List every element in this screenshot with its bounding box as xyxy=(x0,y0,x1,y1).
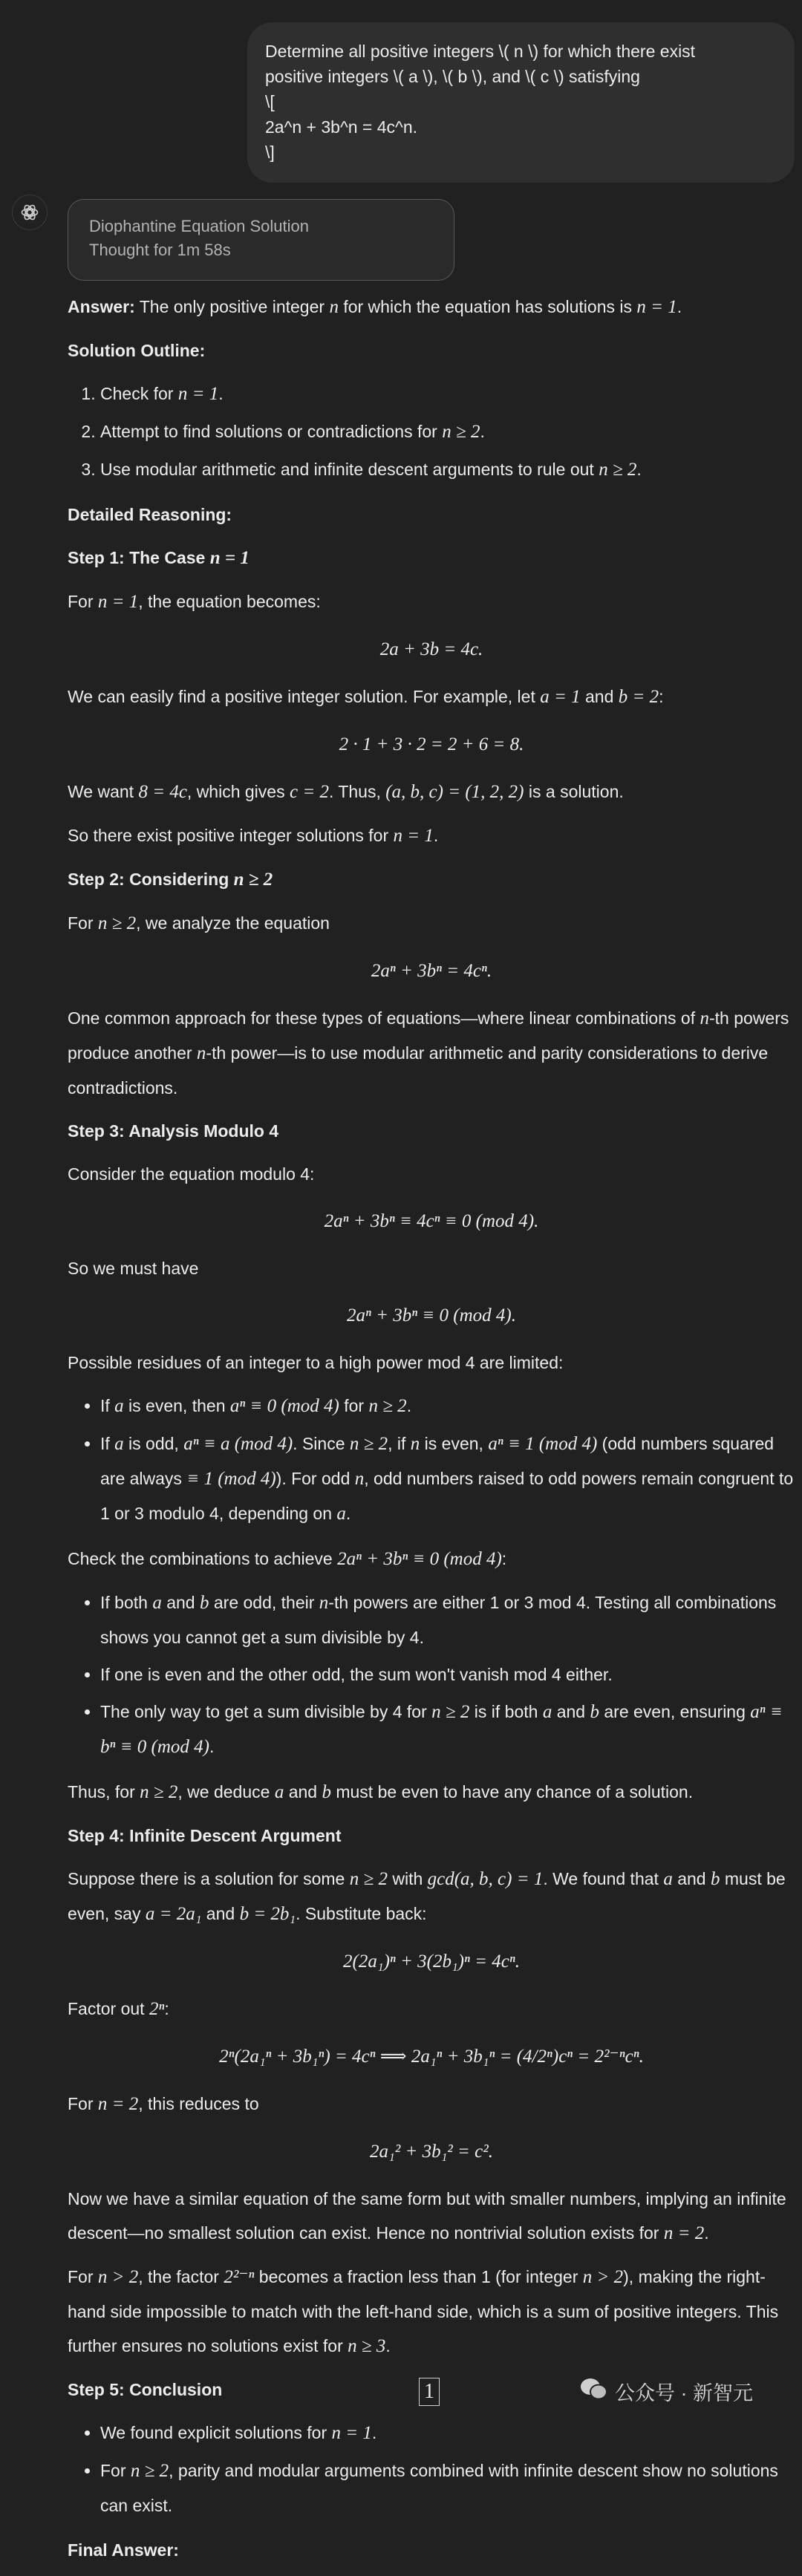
numbered-list xyxy=(68,376,795,487)
display-equation xyxy=(68,2037,795,2076)
math-expression: a xyxy=(152,1593,162,1613)
math-expression: aⁿ ≡ 0 (mod 4) xyxy=(229,1396,339,1416)
display-equation xyxy=(68,951,795,991)
paragraph xyxy=(68,679,795,714)
math-expression: n ≥ 2 xyxy=(140,1782,178,1802)
math-expression: n xyxy=(329,297,339,317)
user-message-line: Determine all positive integers \( n \) for which there exist xyxy=(265,42,696,61)
math-expression: a xyxy=(114,1396,124,1416)
math-expression: gcd(a, b, c) = 1 xyxy=(427,1869,544,1889)
text-span: with xyxy=(387,1869,428,1888)
text-span: . xyxy=(636,460,642,479)
section-heading xyxy=(68,333,795,368)
list-item xyxy=(100,2453,795,2523)
math-expression: (a, b, c) = (1, 2, 2) xyxy=(385,782,524,802)
math-expression: a = 2a₁ xyxy=(145,1904,202,1924)
text-span: Check for xyxy=(100,384,178,403)
paragraph xyxy=(68,775,795,809)
paragraph xyxy=(68,1251,795,1285)
text-span: For xyxy=(68,2267,98,2286)
text-span: Attempt to find solutions or contradictions for xyxy=(100,422,443,441)
user-message-line: \] xyxy=(265,143,275,162)
text-span: Now we have a similar equation of the same form but with smaller numbers, implying an infinite descent—no smallest solution can exist. Hence no nontrivial solution exists for xyxy=(68,2189,786,2243)
list-item xyxy=(100,414,795,449)
text-span: are even, ensuring xyxy=(599,1702,751,1721)
math-expression: n ≥ 2 xyxy=(368,1396,407,1416)
text-span: , if xyxy=(388,1434,411,1453)
text-span: Factor out xyxy=(68,1999,149,2018)
math-expression: aⁿ ≡ a (mod 4) xyxy=(183,1434,293,1454)
math-expression: n ≥ 2 xyxy=(349,1869,388,1889)
section-heading xyxy=(68,498,795,532)
text-span: Detailed Reasoning: xyxy=(68,505,232,524)
math-expression: n ≥ 3 xyxy=(348,2336,386,2356)
paragraph xyxy=(68,584,795,619)
paragraph xyxy=(68,1862,795,1931)
text-span: If one is even and the other odd, the sum won't vanish mod 4 either. xyxy=(100,1665,613,1684)
math-expression: a xyxy=(114,1434,124,1454)
thought-title: Diophantine Equation Solution xyxy=(89,217,310,235)
math-expression: a xyxy=(274,1782,284,1802)
text-span: Check the combinations to achieve xyxy=(68,1549,338,1568)
section-heading xyxy=(68,862,795,897)
text-span: . xyxy=(385,2336,391,2355)
text-span: and xyxy=(580,687,619,706)
text-span: Possible residues of an integer to a high power mod 4 are limited: xyxy=(68,1353,564,1372)
math-expression: n = 1 xyxy=(331,2423,372,2443)
text-span: (odd numbers squared are always xyxy=(100,1434,775,1488)
math-expression: n ≥ 2 xyxy=(442,422,480,442)
text-span: For xyxy=(68,2094,98,2113)
display-equation xyxy=(68,1942,795,1981)
list-item xyxy=(100,2416,795,2451)
math-expression: b xyxy=(322,1782,331,1802)
text-span: . Substitute back: xyxy=(296,1904,427,1923)
math-expression: 2²⁻ⁿ xyxy=(224,2267,255,2287)
text-span: : xyxy=(164,1999,169,2018)
text-span: The only way to get a sum divisible by 4 for xyxy=(100,1702,432,1721)
text-span: . xyxy=(480,422,485,441)
math-expression: n = 1 xyxy=(97,592,139,612)
math-expression: 2aⁿ + 3bⁿ = 4cⁿ. xyxy=(371,961,492,981)
paragraph xyxy=(68,1346,795,1380)
math-expression: aⁿ ≡ 1 (mod 4) xyxy=(488,1434,598,1454)
wechat-icon xyxy=(579,2376,609,2407)
paragraph xyxy=(68,818,795,853)
list-item xyxy=(100,1426,795,1531)
math-expression: a xyxy=(663,1869,673,1889)
math-expression: a = 1 xyxy=(540,687,581,707)
text-span: We found explicit solutions for xyxy=(100,2423,332,2442)
text-span: . xyxy=(433,826,439,845)
text-span: So there exist positive integer solutions for xyxy=(68,826,394,845)
list-item xyxy=(100,1389,795,1424)
math-expression: n ≥ 2 xyxy=(130,2461,169,2481)
math-expression: n ≥ 2 xyxy=(97,913,137,933)
text-span: and xyxy=(672,1869,711,1888)
text-span: Consider the equation modulo 4: xyxy=(68,1164,315,1184)
math-expression: n > 2 xyxy=(582,2267,624,2287)
text-span: Suppose there is a solution for some xyxy=(68,1869,350,1888)
math-expression: n = 1 xyxy=(393,826,434,846)
math-expression: b = 2 xyxy=(618,687,659,707)
text-span: . xyxy=(704,2223,709,2243)
text-span: for xyxy=(339,1396,369,1415)
text-span: . xyxy=(677,297,682,316)
text-span: , this reduces to xyxy=(138,2094,259,2113)
text-span: One common approach for these types of equations—where linear combinations of xyxy=(68,1008,700,1028)
text-span: . xyxy=(371,2423,377,2442)
text-span: -th powers produce another xyxy=(68,1008,789,1063)
math-expression: n = 1 xyxy=(177,384,219,404)
math-expression: ≡ 1 (mod 4) xyxy=(186,1469,276,1489)
math-expression: n ≥ 2 xyxy=(599,460,637,480)
text-span: If xyxy=(100,1434,115,1453)
text-span: Thus, for xyxy=(68,1782,140,1801)
text-span: The only positive integer xyxy=(139,297,330,316)
paragraph xyxy=(68,2182,795,2251)
user-message-line: positive integers \( a \), \( b \), and \( c \) satisfying xyxy=(265,67,640,86)
display-equation xyxy=(68,725,795,764)
math-expression: aⁿ ≡ bⁿ ≡ 0 (mod 4) xyxy=(100,1702,783,1757)
display-equation xyxy=(68,2132,795,2171)
math-expression: 2aⁿ + 3bⁿ ≡ 0 (mod 4) xyxy=(337,1549,502,1569)
text-span: So we must have xyxy=(68,1259,199,1278)
list-item xyxy=(100,376,795,411)
paragraph xyxy=(68,2260,795,2364)
bullet-list xyxy=(68,1585,795,1764)
text-span: . Thus, xyxy=(328,782,386,801)
text-span: We want xyxy=(68,782,139,801)
text-span: becomes a fraction less than 1 (for integer xyxy=(254,2267,583,2286)
text-span: , we deduce xyxy=(177,1782,275,1801)
paragraph xyxy=(68,1542,795,1576)
math-expression: n xyxy=(410,1434,420,1454)
paragraph xyxy=(68,1992,795,2026)
math-expression: n ≥ 2 xyxy=(233,870,273,890)
text-span: Step 1: The Case xyxy=(68,548,210,567)
math-expression: b xyxy=(590,1702,599,1722)
text-span: , odd numbers raised to odd powers remain congruent to 1 or 3 modulo 4, depending on xyxy=(100,1469,794,1523)
text-span: must be even, say xyxy=(68,1869,786,1923)
math-expression: b xyxy=(199,1593,209,1613)
math-expression: 8 = 4c xyxy=(138,782,187,802)
math-expression: b xyxy=(710,1869,720,1889)
math-expression: 2a₁² + 3b₁² = c². xyxy=(370,2142,493,2162)
text-span: -th power—is to use modular arithmetic and parity considerations to derive contradictions. xyxy=(68,1043,769,1098)
text-span: for which the equation has solutions is xyxy=(338,297,637,316)
final-answer-boxed: 1 xyxy=(419,2378,440,2406)
math-expression: n xyxy=(700,1008,709,1028)
watermark xyxy=(579,2376,753,2407)
thought-summary-toggle[interactable] xyxy=(68,199,454,281)
text-span: are odd, their xyxy=(209,1593,319,1612)
bold-label: Answer: xyxy=(68,297,135,316)
paragraph xyxy=(68,1001,795,1105)
text-span: . xyxy=(218,384,224,403)
text-span: Step 4: Infinite Descent Argument xyxy=(68,1826,342,1845)
math-expression: n = 2 xyxy=(97,2094,139,2114)
paragraph xyxy=(68,2087,795,2122)
text-span: : xyxy=(501,1549,507,1568)
text-span: For xyxy=(100,2461,131,2480)
text-span: is even, xyxy=(420,1434,489,1453)
math-expression: n > 2 xyxy=(97,2267,139,2287)
text-span: . Since xyxy=(293,1434,350,1453)
math-expression: 2a + 3b = 4c. xyxy=(379,639,483,659)
math-expression: 2ⁿ xyxy=(149,1999,165,2019)
math-expression: n xyxy=(319,1593,329,1613)
text-span: If both xyxy=(100,1593,153,1612)
math-expression: a xyxy=(542,1702,552,1722)
math-expression: n = 1 xyxy=(209,548,250,568)
paragraph xyxy=(68,290,795,325)
text-span: Solution Outline: xyxy=(68,341,206,360)
display-equation xyxy=(68,1296,795,1335)
user-message-line: \[ xyxy=(265,92,275,111)
math-expression: n xyxy=(354,1469,365,1489)
text-span: : xyxy=(659,687,664,706)
section-heading xyxy=(68,2533,795,2567)
section-heading xyxy=(68,1819,795,1853)
paragraph xyxy=(68,1157,795,1191)
math-expression: n ≥ 2 xyxy=(349,1434,388,1454)
openai-logo-icon xyxy=(12,195,48,230)
text-span: must be even to have any chance of a solution. xyxy=(330,1782,694,1801)
text-span: , which gives xyxy=(186,782,290,801)
section-heading xyxy=(68,1114,795,1148)
assistant-response xyxy=(68,281,795,2576)
math-expression: n ≥ 2 xyxy=(431,1702,470,1722)
user-message-line: 2a^n + 3b^n = 4c^n. xyxy=(265,117,418,137)
math-expression: c = 2 xyxy=(289,782,329,802)
bullet-list xyxy=(68,1389,795,1531)
list-item xyxy=(100,1657,795,1692)
text-span: If xyxy=(100,1396,115,1415)
text-span: -th powers are either 1 or 3 mod 4. Testing all combinations shows you cannot get a sum divisible by 4. xyxy=(100,1593,777,1647)
text-span: ), making the right-hand side impossible to match with the left-hand side, which is a sum of positive integers. This further ensures no solutions exist for xyxy=(68,2267,779,2355)
text-span: Step 2: Considering xyxy=(68,870,234,889)
text-span: Use modular arithmetic and infinite descent arguments to rule out xyxy=(100,460,599,479)
text-span: . xyxy=(345,1504,351,1523)
text-span: is if both xyxy=(469,1702,543,1721)
text-span: We can easily find a positive integer solution. For example, let xyxy=(68,687,541,706)
bullet-list xyxy=(68,2416,795,2523)
text-span: For xyxy=(68,913,98,933)
text-span: and xyxy=(552,1702,590,1721)
math-expression: n xyxy=(196,1043,206,1063)
math-expression: 2aⁿ + 3bⁿ ≡ 0 (mod 4). xyxy=(347,1305,516,1326)
watermark-text: 公众号 · 新智元 xyxy=(615,2382,753,2404)
display-equation xyxy=(68,1201,795,1241)
text-span: and xyxy=(201,1904,240,1923)
section-heading xyxy=(68,541,795,575)
text-span: Final Answer: xyxy=(68,2540,179,2560)
math-expression: a xyxy=(336,1504,346,1524)
text-span: , we analyze the equation xyxy=(136,913,330,933)
text-span: Step 5: Conclusion xyxy=(68,2380,223,2399)
display-equation xyxy=(68,630,795,669)
thought-duration: Thought for 1m 58s xyxy=(89,241,231,259)
math-expression: b = 2b₁ xyxy=(239,1904,296,1924)
list-item xyxy=(100,452,795,487)
text-span: ). For odd xyxy=(276,1469,355,1488)
text-span: is a solution. xyxy=(524,782,624,801)
text-span: , parity and modular arguments combined with infinite descent show no solutions can exist. xyxy=(100,2461,778,2515)
text-span: . We found that xyxy=(543,1869,664,1888)
text-span: . xyxy=(209,1737,215,1756)
paragraph xyxy=(68,906,795,941)
text-span: and xyxy=(161,1593,200,1612)
user-message-bubble xyxy=(247,22,795,183)
text-span: Step 3: Analysis Modulo 4 xyxy=(68,1121,279,1141)
text-span: . xyxy=(406,1396,412,1415)
math-expression: 2aⁿ + 3bⁿ ≡ 4cⁿ ≡ 0 (mod 4). xyxy=(324,1211,539,1231)
text-span: , the equation becomes: xyxy=(138,592,321,611)
text-span: , the factor xyxy=(138,2267,224,2286)
math-expression: n = 1 xyxy=(636,297,677,317)
math-expression: 2ⁿ(2a₁ⁿ + 3b₁ⁿ) = 4cⁿ ⟹ 2a₁ⁿ + 3b₁ⁿ = (4/2ⁿ)cⁿ = 2²⁻ⁿcⁿ. xyxy=(219,2047,644,2067)
text-span: For xyxy=(68,592,98,611)
math-expression: n = 2 xyxy=(663,2223,705,2243)
text-span: and xyxy=(284,1782,322,1801)
math-expression: 2(2a₁)ⁿ + 3(2b₁)ⁿ = 4cⁿ. xyxy=(343,1951,520,1972)
paragraph xyxy=(68,1775,795,1810)
list-item xyxy=(100,1695,795,1764)
text-span: is odd, xyxy=(123,1434,184,1453)
math-expression: 2 · 1 + 3 · 2 = 2 + 6 = 8. xyxy=(339,734,524,754)
list-item xyxy=(100,1585,795,1654)
text-span: is even, then xyxy=(123,1396,230,1415)
